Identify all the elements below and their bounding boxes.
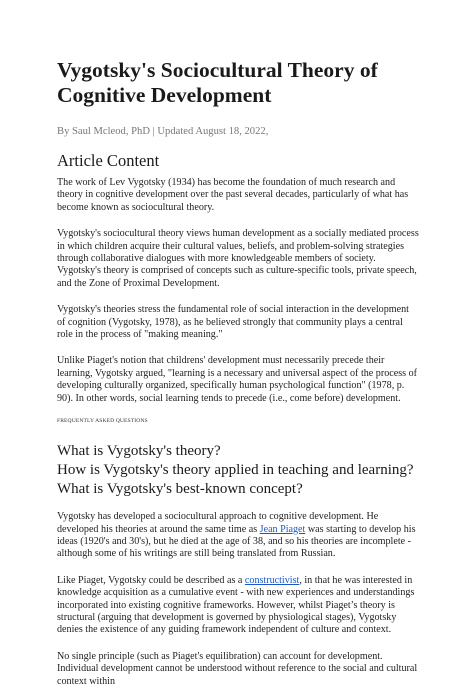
paragraph-text: Like Piaget, Vygotsky could be described as a <box>57 574 245 586</box>
paragraph-text: was starting to develop his ideas (1920's and 30's), but he died at the age of 38, and so his theories are incomplete - although some of his writings are still being translated from Russian. <box>57 523 416 560</box>
document-page <box>57 58 419 688</box>
paragraph-piaget-contrast: Unlike Piaget's notion that childrens' development must necessarily precede their learning, Vygotsky argued, "learning is a necessary and universal aspect of the process of developing culturally organized, specifically human psychological function" (1978, p. 90). In other words, social learning tends to precede (i.e., come before) development. <box>57 355 418 404</box>
faq-questions <box>57 442 419 499</box>
jean-piaget-link[interactable]: Jean Piaget <box>259 523 306 535</box>
article-byline: By Saul Mcleod, PhD | Updated August 18, 2022, <box>57 126 269 137</box>
paragraph-sociocultural: Vygotsky's sociocultural theory views human development as a socially mediated process in which children acquire their cultural values, beliefs, and problem-solving strategies through collaborative dialogues with more knowledgeable members of society. Vygotsky's theory is comprised of concepts such as culture-specific tools, private speech, and the Zone of Proximal Development. <box>57 228 419 289</box>
paragraph-single-principle: No single principle (such as Piaget's equilibration) can account for development. Individual development cannot be understood without reference to the social and cultural context within <box>57 650 418 687</box>
faq-question[interactable]: How is Vygotsky's theory applied in teaching and learning? <box>57 462 414 479</box>
paragraph-text: , in that he was interested in knowledge acquisition as a cumulative event - with new experiences and understandings incorporated into existing cognitive frameworks. However, whilst Piaget’s theory is structural (arguing that development is governed by physiological stages), Vygotsky denies the existence of any guiding framework independent of culture and context. <box>57 574 415 636</box>
article-title: Vygotsky's Sociocultural Theory of Cognitive Development <box>57 58 378 107</box>
article-content-heading: Article Content <box>57 151 160 170</box>
paragraph-approach <box>57 511 419 561</box>
faq-label: FREQUENTLY ASKED QUESTIONS <box>57 418 148 425</box>
paragraph-text: Vygotsky has developed a sociocultural approach to cognitive development. He developed his theories at around the same time as <box>57 511 379 535</box>
paragraph-social-interaction: Vygotsky's theories stress the fundamental role of social interaction in the development of cognition (Vygotsky, 1978), as he believed strongly that community plays a central role in the process of "making meaning." <box>57 304 409 341</box>
faq-question[interactable]: What is Vygotsky's best-known concept? <box>57 481 303 498</box>
faq-question[interactable]: What is Vygotsky's theory? <box>57 443 221 460</box>
constructivist-link[interactable]: constructivist <box>244 574 300 586</box>
paragraph-constructivist <box>57 575 419 637</box>
paragraph-intro: The work of Lev Vygotsky (1934) has become the foundation of much research and theory in cognitive development over the past several decades, particularly of what has become known as sociocultural theory. <box>57 177 409 213</box>
